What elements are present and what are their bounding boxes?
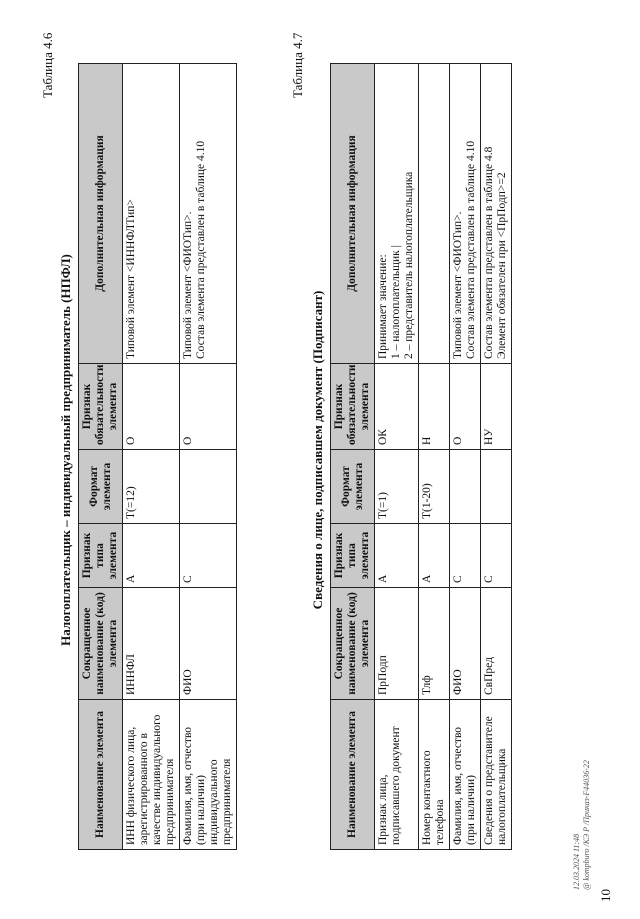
table-row — [123, 63, 180, 849]
table-row — [180, 63, 237, 849]
table-cell: НУ — [481, 363, 512, 449]
table-cell: С — [180, 523, 237, 587]
column-header: Формат элемента — [331, 449, 375, 523]
table-cell: ОК — [375, 363, 419, 449]
table-cell: О — [180, 363, 237, 449]
page-number: 10 — [598, 888, 613, 902]
table-cell: А — [375, 523, 419, 587]
table-4-7-label: Таблица 4.7 — [290, 32, 305, 98]
column-header: Признак типа элемента — [331, 523, 375, 587]
column-header: Формат элемента — [79, 449, 123, 523]
column-header: Наименование элемента — [331, 699, 375, 849]
table-cell: А — [123, 523, 180, 587]
table-row — [375, 63, 419, 849]
table-cell: Принимает значение: 1 – налогоплательщик | 2 – представитель налогоплательщика — [375, 63, 419, 363]
table-cell — [419, 63, 450, 363]
table-cell: Типовой элемент <ФИОТип>. Состав элемента представлен в таблице 4.10 — [180, 63, 237, 363]
table-cell: ПрПодп — [375, 587, 419, 699]
column-header: Признак обязательности элемента — [331, 363, 375, 449]
table-row — [481, 63, 512, 849]
column-header: Дополнительная информация — [79, 63, 123, 363]
table-cell: Т(1-20) — [419, 449, 450, 523]
table-cell: О — [450, 363, 481, 449]
table-4-6-label: Таблица 4.6 — [40, 32, 55, 98]
footer-stamp-text: 12.03.2024 11:48 @ kompburo /КЭ Р /Приказ-F44036-22 — [572, 759, 591, 890]
table-4-6-caption: Налогоплательщик – индивидуальный предприниматель (НПФЛ) — [58, 253, 73, 646]
table-cell: Фамилия, имя, отчество (при наличии) — [450, 699, 481, 849]
table-header-row — [79, 63, 123, 849]
table-4-7-caption: Сведения о лице, подписавшем документ (Подписант) — [310, 290, 325, 609]
table-cell: ИННФЛ — [123, 587, 180, 699]
table-cell: СвПред — [481, 587, 512, 699]
table-row — [419, 63, 450, 849]
table-cell: О — [123, 363, 180, 449]
table-cell: Номер контактного телефона — [419, 699, 450, 849]
table-cell: Признак лица, подписавшего документ — [375, 699, 419, 849]
table-cell: Сведения о представителе налогоплательщика — [481, 699, 512, 849]
table-cell: ФИО — [180, 587, 237, 699]
column-header: Сокращенное наименование (код) элемента — [79, 587, 123, 699]
table-cell: Тлф — [419, 587, 450, 699]
table-cell: Т(=1) — [375, 449, 419, 523]
table-cell — [450, 449, 481, 523]
column-header: Дополнительная информация — [331, 63, 375, 363]
table-cell: Н — [419, 363, 450, 449]
table-cell: Типовой элемент <ФИОТип>. Состав элемента представлен в таблице 4.10 — [450, 63, 481, 363]
table-header-row — [331, 63, 375, 849]
table-cell: А — [419, 523, 450, 587]
table-4-7 — [330, 63, 512, 850]
column-header: Признак типа элемента — [79, 523, 123, 587]
footer-stamp — [572, 760, 592, 890]
table-cell — [180, 449, 237, 523]
table-cell — [481, 449, 512, 523]
rotated-content — [20, 10, 620, 910]
column-header: Наименование элемента — [79, 699, 123, 849]
table-cell: Фамилия, имя, отчество (при наличии) индивидуального предпринимателя — [180, 699, 237, 849]
table-cell: ФИО — [450, 587, 481, 699]
table-4-6 — [78, 63, 237, 850]
table-cell: С — [450, 523, 481, 587]
column-header: Сокращенное наименование (код) элемента — [331, 587, 375, 699]
table-cell: Состав элемента представлен в таблице 4.8 Элемент обязателен при <ПрПодп>=2 — [481, 63, 512, 363]
column-header: Признак обязательности элемента — [79, 363, 123, 449]
table-cell: ИНН физического лица, зарегистрированного в качестве индивидуального предпринимателя — [123, 699, 180, 849]
table-cell: Т(=12) — [123, 449, 180, 523]
table-cell: С — [481, 523, 512, 587]
table-cell: Типовой элемент <ИННФЛТип> — [123, 63, 180, 363]
table-row — [450, 63, 481, 849]
